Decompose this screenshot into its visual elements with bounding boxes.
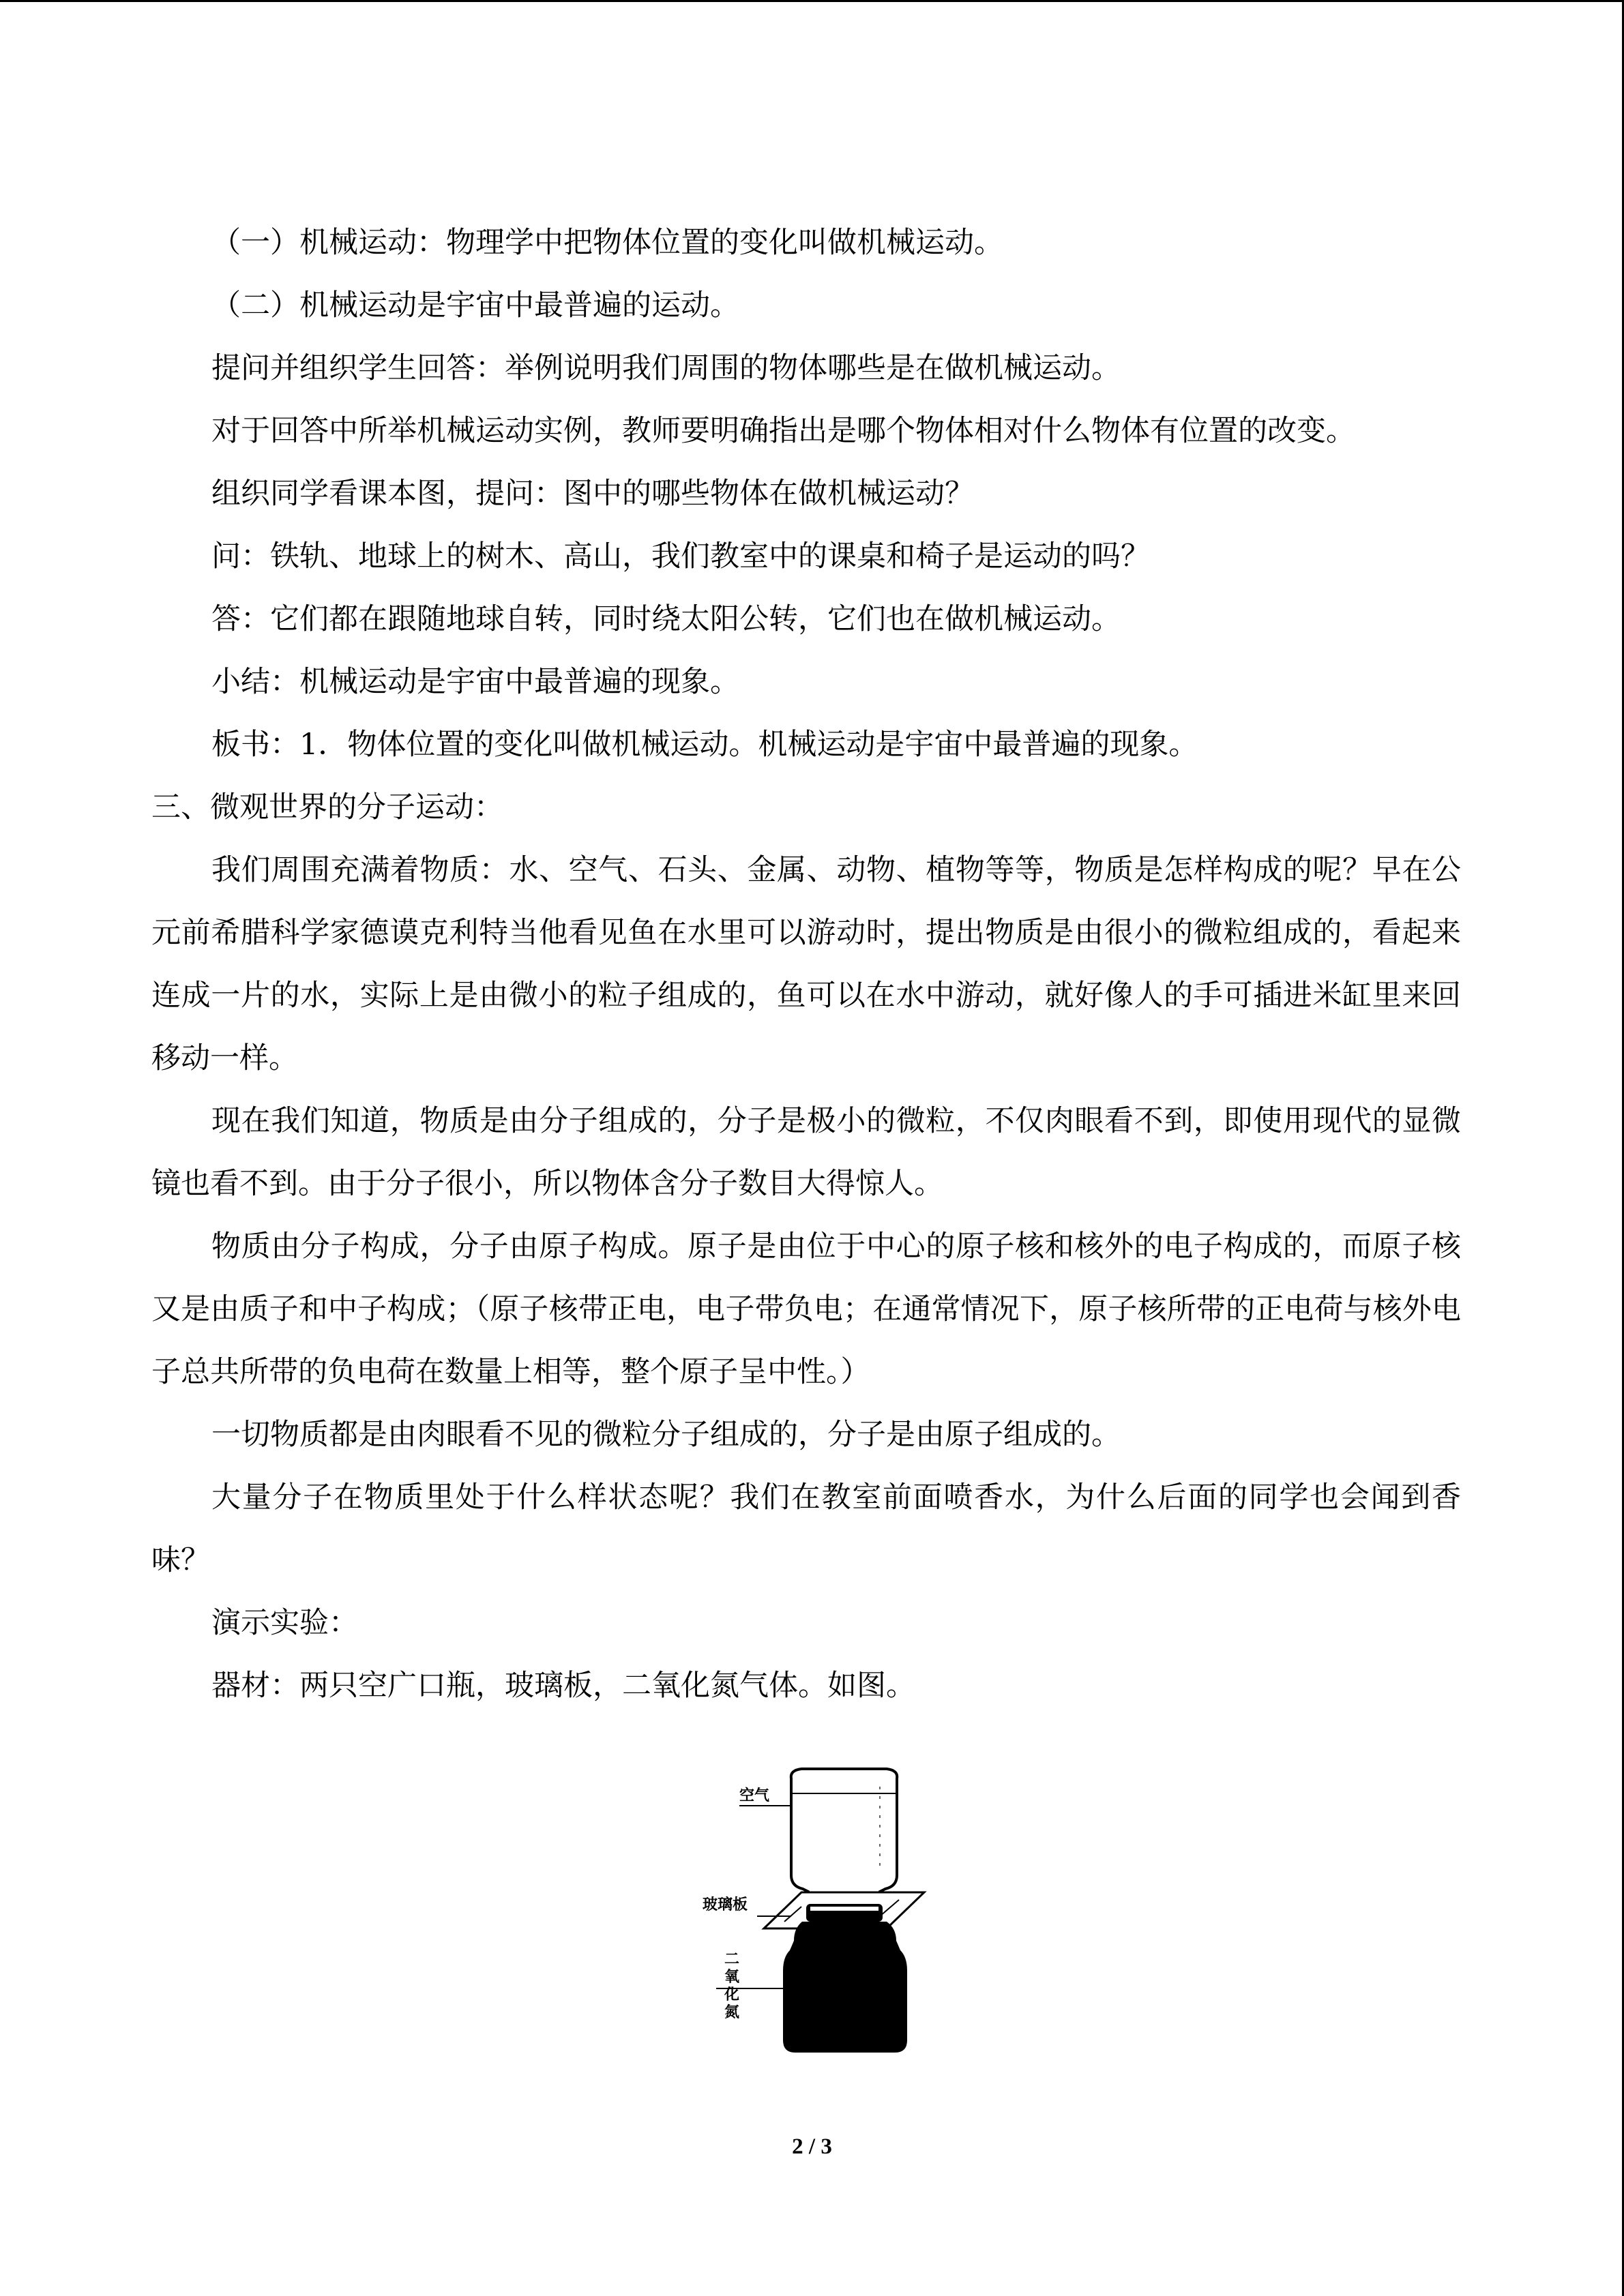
label-gas-char-2: 氧 <box>724 1969 740 1986</box>
gas-jar <box>783 1904 907 2053</box>
page-number: 2 / 3 <box>792 2134 832 2159</box>
top-border <box>0 0 1624 2</box>
paragraph: 答：它们都在跟随地球自转，同时绕太阳公转，它们也在做机械运动。 <box>211 602 1121 636</box>
label-gas-char-3: 化 <box>724 1986 740 2003</box>
label-gas-char-1: 二 <box>724 1951 740 1968</box>
paragraph: 组织同学看课本图，提问：图中的哪些物体在做机械运动？ <box>211 477 974 511</box>
paragraph: 我们周围充满着物质：水、空气、石头、金属、动物、植物等等，物质是怎样构成的呢？早在公元前希腊科学家德谟克利特当他看见鱼在水里可以游动时，提出物质是由很小的微粒组成的，看起来连成一片的水，实际上是由微小的粒子组成的，鱼可以在水中游动，就好像人的手可插进米缸里来回移动一样。 <box>151 853 1461 1075</box>
experiment-figure <box>682 1746 969 2059</box>
paragraph: 小结：机械运动是宇宙中最普遍的现象。 <box>211 665 739 699</box>
empty-jar <box>791 1769 897 1904</box>
paragraph: （二）机械运动是宇宙中最普遍的运动。 <box>211 288 739 323</box>
paragraph: 一切物质都是由肉眼看不见的微粒分子组成的，分子是由原子组成的。 <box>211 1418 1121 1452</box>
paragraph: 物质由分子构成，分子由原子构成。原子是由位于中心的原子核和核外的电子构成的，而原子核又是由质子和中子构成；（原子核带正电，电子带负电；在通常情况下，原子核所带的正电荷与核外电子总共所带的负电荷在数量上相等，整个原子呈中性。） <box>151 1229 1461 1389</box>
paragraph: 器材：两只空广口瓶，玻璃板，二氧化氮气体。如图。 <box>211 1669 915 1703</box>
paragraph: 三、微观世界的分子运动： <box>151 790 503 824</box>
paragraph: 大量分子在物质里处于什么样状态呢？我们在教室前面喷香水，为什么后面的同学也会闻到香味？ <box>151 1480 1461 1577</box>
paragraph: 提问并组织学生回答：举例说明我们周围的物体哪些是在做机械运动。 <box>211 351 1121 385</box>
paragraph: 对于回答中所举机械运动实例，教师要明确指出是哪个物体相对什么物体有位置的改变。 <box>211 414 1355 448</box>
paragraph: （一）机械运动：物理学中把物体位置的变化叫做机械运动。 <box>211 226 1003 260</box>
bottle-diagram <box>682 1746 969 2059</box>
paragraph: 问：铁轨、地球上的树木、高山，我们教室中的课桌和椅子是运动的吗？ <box>211 539 1150 573</box>
label-gas-char-4: 氮 <box>724 2004 740 2021</box>
paragraph: 现在我们知道，物质是由分子组成的，分子是极小的微粒，不仅肉眼看不到，即使用现代的显微镜也看不到。由于分子很小，所以物体含分子数目大得惊人。 <box>151 1104 1461 1201</box>
body-text <box>151 211 1461 1717</box>
label-glass-plate: 玻璃板 <box>703 1896 748 1913</box>
paragraph: 板书：1．物体位置的变化叫做机械运动。机械运动是宇宙中最普遍的现象。 <box>211 728 1198 762</box>
label-air: 空气 <box>739 1787 770 1804</box>
paragraph: 演示实验： <box>211 1606 358 1640</box>
